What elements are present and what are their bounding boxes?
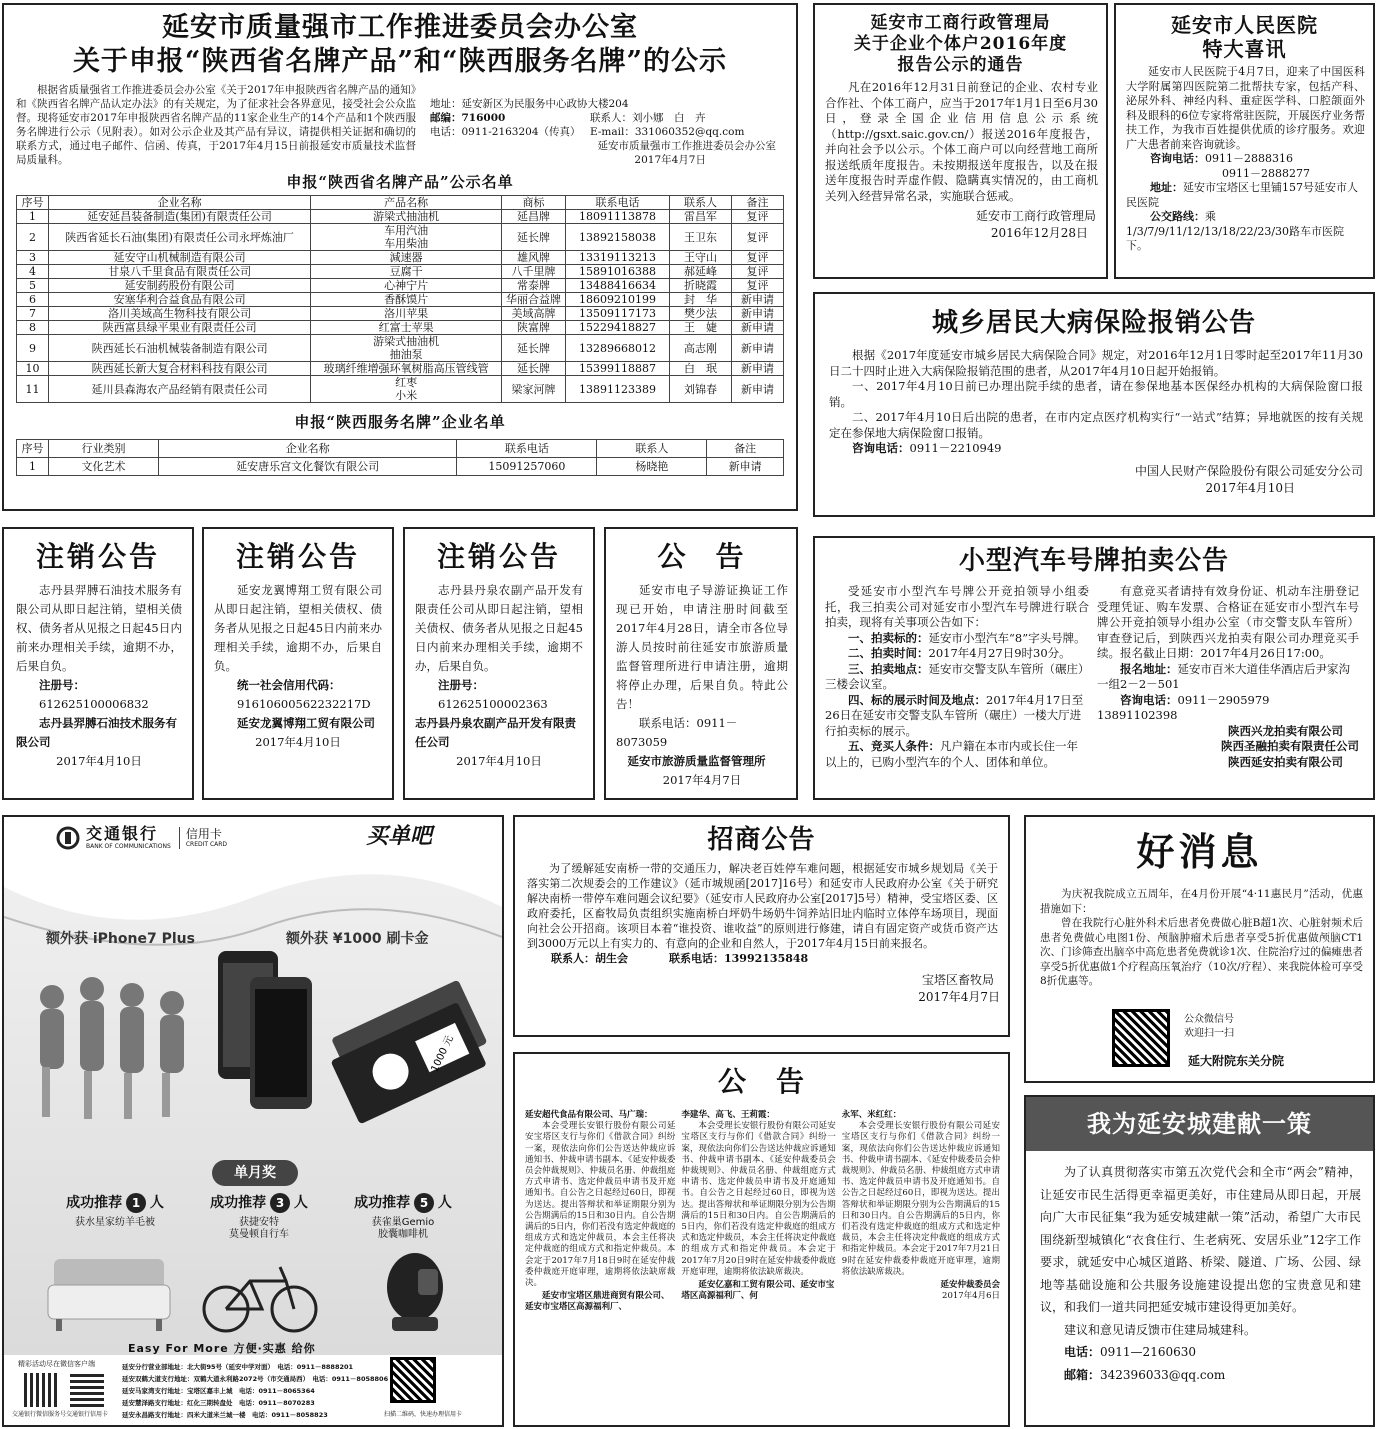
table-cell: 雷昌军 bbox=[670, 210, 732, 224]
cancel1-title: 注销公告 bbox=[35, 540, 160, 573]
table-cell: 新申请 bbox=[707, 458, 784, 476]
insurance-org: 中国人民财产保险股份有限公司延安分公司 bbox=[1134, 463, 1363, 478]
table-cell: 15091257060 bbox=[457, 458, 597, 476]
auction-reg-label: 报名地址： bbox=[1120, 661, 1178, 676]
good-news-p1: 为庆祝我院成立五周年，在4月份开展“4·11惠民月”活动，优惠措施如下： bbox=[1040, 888, 1363, 915]
insurance-title: 城乡居民大病保险报销公告 bbox=[931, 308, 1256, 338]
table-cell: 1 bbox=[17, 210, 49, 224]
auction-title: 小型汽车号牌拍卖公告 bbox=[958, 546, 1229, 576]
table-cell: 常泰牌 bbox=[502, 279, 566, 293]
hospital-phone-2: 0911－2888277 bbox=[1222, 166, 1310, 180]
tier3-label: 成功推荐 bbox=[354, 1195, 411, 1211]
hospital-body: 延安市人民医院于4月7日，迎来了中国医科大学附属第四医院第二批帮扶专家，包括产科、泌尿外科、神经内科、重症医学科、口腔颌面外科及眼科的6位专家将常驻医院，开展医疗业务帮扶工作，为我市百姓提供优质的诊疗服务。欢迎广大患者前来咨询就诊。 bbox=[1126, 65, 1365, 151]
table-cell: 王卫东 bbox=[670, 224, 732, 251]
investment-title: 招商公告 bbox=[707, 825, 816, 855]
bank-ad bbox=[2, 815, 504, 1427]
cancel1-reg-label: 注册号： bbox=[39, 678, 85, 692]
tier2-unit: 人 bbox=[293, 1195, 308, 1211]
table2-header-row bbox=[17, 440, 784, 458]
table-cell: 新申请 bbox=[732, 321, 784, 335]
arb-c2-foot: 延安亿嘉和工贸有限公司、延安市宝塔区高源福利厂、何 bbox=[681, 1280, 835, 1302]
table-cell: 8 bbox=[17, 321, 49, 335]
arbitration-notice bbox=[513, 1052, 1010, 1427]
table-cell: 复评 bbox=[732, 224, 784, 251]
tier3-prize: 获雀巢Gemio 胶囊咖啡机 bbox=[371, 1217, 435, 1241]
investment-org: 宝塔区畜牧局 bbox=[921, 973, 994, 987]
table-row bbox=[17, 362, 784, 376]
good-news-notice bbox=[1024, 815, 1375, 1083]
auction-i4-label: 四、标的展示时间及地点： bbox=[848, 692, 986, 707]
table-cell: 陕西延长新大复合材料科技有限公司 bbox=[49, 362, 311, 376]
cancel-notice-2 bbox=[202, 527, 394, 800]
table1-header-cell: 联系人 bbox=[670, 196, 732, 210]
table-cell: 延长牌 bbox=[502, 362, 566, 376]
hospital-notice bbox=[1114, 3, 1375, 279]
table-cell: 陕西富县绿平果业有限责任公司 bbox=[49, 321, 311, 335]
table-cell: 新申请 bbox=[732, 362, 784, 376]
table1-title: 申报“陕西省名牌产品”公示名单 bbox=[286, 173, 514, 191]
arb-c3-head: 永军、米红红： bbox=[841, 1110, 902, 1120]
arb-c2-head: 李建华、高飞、王莉霞： bbox=[681, 1110, 775, 1120]
cancel3-date: 2017年4月10日 bbox=[456, 754, 542, 768]
prize-cash: 额外获 ¥1000 刷卡金 bbox=[286, 931, 429, 947]
table-cell: 延安唐乐宫文化餐饮有限公司 bbox=[159, 458, 457, 476]
hospital-phone-label: 咨询电话： bbox=[1150, 152, 1205, 165]
insurance-p3: 二、2017年4月10日后出院的患者，在市内定点医疗机构实行“一站式”结算；异地就医的按有关规定在参保地大病保险窗口报销。 bbox=[829, 410, 1363, 440]
table-cell: 18609210199 bbox=[566, 293, 670, 307]
cancel-notice-3 bbox=[403, 527, 595, 800]
table-cell: 玻璃纤维增强环氧树脂高压管线管 bbox=[311, 362, 502, 376]
table-cell: 洛川美域高生物科技有限公司 bbox=[49, 307, 311, 321]
qr2-caption: 交通银行信用卡 bbox=[66, 1411, 109, 1418]
table-row bbox=[17, 376, 784, 403]
commerce-date: 2016年12月28日 bbox=[990, 226, 1088, 241]
good-news-qr-line-2: 欢迎扫一扫 bbox=[1184, 1028, 1234, 1039]
arb-date: 2017年4月6日 bbox=[942, 1291, 1000, 1302]
commerce-notice bbox=[813, 3, 1108, 279]
commerce-org: 延安市工商行政管理局 bbox=[975, 209, 1096, 223]
commerce-title-2: 关于企业个体户2016年度 bbox=[853, 34, 1068, 54]
table-cell: 2 bbox=[17, 224, 49, 251]
table-cell: 延安延昌装备制造(集团)有限责任公司 bbox=[49, 210, 311, 224]
hospital-title-2: 特大喜讯 bbox=[1202, 37, 1287, 61]
auction-org-3: 陕西延安拍卖有限公司 bbox=[1228, 754, 1343, 769]
arb-c2-body: 本会受理长安银行股份有限公司延安宝塔区支行与你们《借款合同》纠纷一案，现依法向你们公告送达仲裁应诉通知书、仲裁申请书副本、《延安仲裁委员会仲裁规则》、仲裁员名册、仲裁组庭方式申请书、选定仲裁员申请书及开庭通知书。自公告之日起经过60日，即视为送达。提出答辩状和举证期限分别为公告期满后的15日和30日内。自公告期满后的5日内，你们若没有选定仲裁庭的组成方式和选定仲裁员，本会主任将决定仲裁庭的组成方式和指定仲裁员。本会定于2017年7月20日9时在延安仲裁委仲裁庭开庭审理，逾期将依法缺席裁决。 bbox=[681, 1121, 836, 1277]
runners-image bbox=[12, 967, 222, 1127]
commerce-body: 凡在2016年12月31日前登记的企业、农村专业合作社、个体工商户，应当于2017年1月1日至6月30日，登录全国企业信用信息公示系统（http://gsxt.saic.gov.cn/）报送2016年度报告，并向社会予以公示。个体工商户可以向经营地工商所报送纸质年度报告。未按期报送年度报告，以及在报送年度报告时弄虚作假、隐瞒真实情况的，由工商机关列入经营异常名录，实施联合惩戒。 bbox=[825, 80, 1098, 203]
cancel1-org: 志丹县羿膊石油技术服务有限公司 bbox=[16, 716, 177, 749]
table-row bbox=[17, 321, 784, 335]
tier2-label: 成功推荐 bbox=[210, 1195, 267, 1211]
table-row bbox=[17, 279, 784, 293]
table-cell: 洛川苹果 bbox=[311, 307, 502, 321]
table-cell: 华丽合益牌 bbox=[502, 293, 566, 307]
table-row bbox=[17, 458, 784, 476]
table-cell: 梁家河牌 bbox=[502, 376, 566, 403]
cancel1-reg: 612625100006832 bbox=[39, 697, 149, 711]
table1-header-row bbox=[17, 196, 784, 210]
table-cell: 延川县森海农产品经销有限责任公司 bbox=[49, 376, 311, 403]
investment-date: 2017年4月7日 bbox=[918, 990, 1000, 1005]
quality-org: 延安市质量强市工作推进委员会办公室 bbox=[597, 140, 776, 152]
branch-list bbox=[122, 1361, 388, 1421]
table-cell: 心神宁片 bbox=[311, 279, 502, 293]
tier1-prize: 获水星家纺羊毛被 bbox=[75, 1217, 155, 1229]
tier1-label: 成功推荐 bbox=[66, 1195, 123, 1211]
hospital-title-1: 延安市人民医院 bbox=[1171, 13, 1318, 37]
quality-address: 地址：延安新区为民服务中心政协大楼204 bbox=[430, 98, 629, 110]
arb-c3-body: 本会受理长安银行股份有限公司延安宝塔区支行与你们《借款合同》纠纷一案，现依法向你们公告送达仲裁应诉通知书、仲裁申请书副本、《延安仲裁委员会仲裁规则》、仲裁员名册、仲裁组庭方式申请书、选定仲裁员申请书及开庭通知书。自公告之日起经过60日，即视为送达。提出答辩状和举证期限分别为公告期满后的15日和30日内。自公告期满后的5日内，你们若没有选定仲裁庭的组成方式和选定仲裁员，本会主任将决定仲裁庭的组成方式和指定仲裁员。本会定于2017年7月21日9时在延安仲裁委仲裁庭开庭审理，逾期将依法缺席裁决。 bbox=[841, 1121, 1000, 1277]
table2-header-cell: 序号 bbox=[17, 440, 49, 458]
tour-date: 2017年4月7日 bbox=[662, 773, 742, 787]
table2-header-cell: 行业类别 bbox=[49, 440, 159, 458]
table-cell: 高志刚 bbox=[670, 335, 732, 362]
table-cell: 折晓霞 bbox=[670, 279, 732, 293]
quality-date: 2017年4月7日 bbox=[634, 154, 706, 166]
table-cell: 香酥馍片 bbox=[311, 293, 502, 307]
auction-i2-label: 二、拍卖时间： bbox=[848, 646, 929, 660]
bank-brand-en: BANK OF COMMUNICATIONS bbox=[86, 843, 171, 850]
table-cell: 复评 bbox=[732, 251, 784, 265]
quality-notice bbox=[2, 3, 798, 511]
quality-title-1: 延安市质量强市工作推进委员会办公室 bbox=[162, 12, 638, 43]
table-cell: 13488416634 bbox=[566, 279, 670, 293]
insurance-phone: 0911－2210949 bbox=[909, 441, 1002, 455]
table-cell: 13509117173 bbox=[566, 307, 670, 321]
city-email-label: 邮箱： bbox=[1064, 1367, 1101, 1382]
cancel2-title: 注销公告 bbox=[235, 540, 360, 573]
tour-body: 延安市电子导游证换证工作现已开始，申请注册时间截至2017年4月28日，请全市各位导游人员按时前往延安市旅游质量监督管理所进行申请注册，逾期将停止办理，后果自负。特此公告！ bbox=[616, 583, 788, 711]
insurance-p1: 根据《2017年度延安市城乡居民大病保险合同》规定，对2016年12月1日零时起至2017年11月30日二十四时止进入大病保险报销范围的患者，从2017年4月10日起开始报销。 bbox=[829, 348, 1363, 378]
auction-phone-label: 咨询电话： bbox=[1120, 692, 1178, 707]
quality-title-2: 关于申报“陕西省名牌产品”和“陕西服务名牌”的公示 bbox=[72, 46, 728, 77]
auction-i3: 延安市交警支队车管所（碾庄）三楼会议室。 bbox=[825, 661, 1084, 691]
side-caption: 精彩活动尽在微信客户端 bbox=[18, 1360, 95, 1368]
auction-i1-label: 一、拍卖标的： bbox=[848, 630, 929, 645]
tier3-count: 5 bbox=[414, 1193, 434, 1213]
auction-org-2: 陕西圣融拍卖有限责任公司 bbox=[1221, 739, 1359, 753]
tier1-unit: 人 bbox=[149, 1195, 164, 1211]
cancel1-date: 2017年4月10日 bbox=[56, 754, 142, 768]
good-news-qr[interactable] bbox=[1112, 1009, 1170, 1067]
table-cell: 车用汽油 车用柴油 bbox=[311, 224, 502, 251]
table-cell: 复评 bbox=[732, 265, 784, 279]
table-cell: 八千里牌 bbox=[502, 265, 566, 279]
table2-header-cell: 联系电话 bbox=[457, 440, 597, 458]
insurance-p2: 一、2017年4月10日前已办理出院手续的患者，请在参保地基本医保经办机构的大病保险窗口报销。 bbox=[829, 379, 1363, 409]
table-cell: 甘泉八千里食品有限责任公司 bbox=[49, 265, 311, 279]
table-cell: 13319113213 bbox=[566, 251, 670, 265]
cancel3-reg-label: 注册号： bbox=[438, 678, 484, 692]
auction-intro: 受延安市小型汽车号牌公开竞拍领导小组委托，我三拍卖公司对延安市小型汽车号牌进行联合拍卖，现将有关事项公告如下： bbox=[825, 584, 1089, 629]
bank-slogan: 买单吧 bbox=[366, 824, 433, 849]
table-cell: 延昌牌 bbox=[502, 210, 566, 224]
table-cell: 安塞华利合益食品有限公司 bbox=[49, 293, 311, 307]
tier1-count: 1 bbox=[126, 1193, 146, 1213]
cancel3-org: 志丹县丹泉农副产品开发有限责任公司 bbox=[415, 716, 576, 749]
cancel2-reg-label: 统一社会信用代码： bbox=[237, 678, 341, 692]
hospital-addr: 延安市宝塔区七里铺157号延安市人民医院 bbox=[1126, 181, 1358, 209]
auction-i3-label: 三、拍卖地点： bbox=[848, 661, 929, 676]
hospital-addr-label: 地址： bbox=[1150, 181, 1183, 194]
investment-body: 为了缓解延安南桥一带的交通压力，解决老百姓停车难问题，根据延安市城乡规划局《关于落实第二次规委会的工作建议》（延市城规函[2017]16号）和延安市人民政府办公室《关于研究解决南桥一带停车难问题会议纪要》（延安市人民政府办公室[2017]5号）精神，受宝塔区委、区政府委托，区畜牧局负责组织实施南桥白坪奶牛场奶牛饲养站旧址内临时立体停车场项目，现面向社会公开招商。该项目本着“谁投资、谁收益”的原则进行修建，请自有固定资产或货币资产达到3000万元以上有实力的、有意向的企业和自然人，于2017年4月15日前来报名。 bbox=[527, 862, 998, 950]
table-cell: 游梁式抽油机 bbox=[311, 210, 502, 224]
table-row bbox=[17, 265, 784, 279]
table-cell: 15399118887 bbox=[566, 362, 670, 376]
auction-right: 有意竞买者请持有效身份证、机动车注册登记受理凭证、购车发票、合格证在延安市小型汽车号牌公开竞拍领导小组办公室（市交警支队车管所）审查登记后，到陕西兴龙拍卖有限公司办理竞买手续。报名截止日期：2017年4月26日17:00。 bbox=[1097, 584, 1359, 660]
arb-c1-head: 延安超代食品有限公司、马广瑞： bbox=[525, 1110, 653, 1120]
table-cell: 新申请 bbox=[732, 335, 784, 362]
table-cell: 陕西省延长石油(集团)有限责任公司永坪炼油厂 bbox=[49, 224, 311, 251]
city-email: 342396033@qq.com bbox=[1100, 1367, 1226, 1382]
coffee-machine-icon bbox=[380, 1247, 450, 1337]
bicycle-icon bbox=[200, 1257, 320, 1337]
table1-header-cell: 序号 bbox=[17, 196, 49, 210]
table-cell: 11 bbox=[17, 376, 49, 403]
auction-i5-label: 五、竞买人条件： bbox=[848, 739, 940, 753]
tour-title: 公 告 bbox=[657, 540, 745, 573]
cancel-notice-1 bbox=[2, 527, 194, 800]
tier2-count: 3 bbox=[270, 1193, 290, 1213]
auction-i1: 延安市小型汽车“8”字头号牌。 bbox=[928, 630, 1086, 645]
tier-3 bbox=[194, 1193, 324, 1241]
table-cell: 复评 bbox=[732, 210, 784, 224]
table-cell: 13891123389 bbox=[566, 376, 670, 403]
auction-notice bbox=[813, 536, 1375, 800]
table-cell: 延长牌 bbox=[502, 224, 566, 251]
good-news-p2: 曾在我院行心脏外科术后患者免费做心脏B超1次、心脏射频术后患者免费做心电图1份、颅脑肿瘤术后患者享受5折优惠做颅脑CT1次、门诊筛查出脑卒中高危患者免费就诊1次、住院治疗过的偏瘫患者享受5折优惠做1个疗程高压氧治疗（10次/疗程）、来我院体检可享受8折优惠等。 bbox=[1040, 917, 1363, 987]
commerce-title-3: 报告公示的通告 bbox=[897, 55, 1024, 75]
tier-1 bbox=[50, 1193, 180, 1229]
table-cell: 延安守山机械制造有限公司 bbox=[49, 251, 311, 265]
table-cell: 红枣 小米 bbox=[311, 376, 502, 403]
table-cell: 15891016388 bbox=[566, 265, 670, 279]
tour-org: 延安市旅游质量监督管理所 bbox=[627, 754, 766, 768]
ticket-image bbox=[324, 967, 494, 1137]
branch-2: 延安双鹤大道支行地址：双鹤大道永利路2072号（市交通局西） 电话：0911－8058806 bbox=[122, 1375, 389, 1383]
city-body: 为了认真贯彻落实市第五次党代会和全市“两会”精神，让延安市民生活得更幸福更美好，市住建局从即日起，开展向广大市民征集“我为延安城建献一策”活动，希望广大市民围绕新型城镇化“衣食住行、生老病死、安居乐业”12字工作要求，就延安中心城区道路、桥梁、隧道、广场、公园、绿地等基础设施和公共服务设施建设提出您的宝贵意见和建议，和我们一道共同把延安城市建设得更加美好。 bbox=[1040, 1165, 1361, 1314]
investment-phone: 联系电话：13992135848 bbox=[669, 952, 809, 965]
tier2-prize: 获捷安特 莫曼顿自行车 bbox=[229, 1217, 289, 1241]
cancel2-body: 延安龙翼博翔工贸有限公司从即日起注销，望相关债权、债务者从见报之日起45日内前来办理相关手续，逾期不办，后果自负。 bbox=[214, 583, 382, 673]
arb-org: 延安仲裁委员会 bbox=[940, 1280, 1000, 1291]
investment-contact: 联系人：胡生会 bbox=[551, 952, 628, 965]
table-cell: 15229418827 bbox=[566, 321, 670, 335]
auction-i4: 2017年4月17日至26日在延安市交警支队车管所（碾庄）一楼大厅进行拍卖标的展示。 bbox=[825, 692, 1084, 738]
table-row bbox=[17, 335, 784, 362]
table-cell: 陕富牌 bbox=[502, 321, 566, 335]
monthly-prize-badge: 单月奖 bbox=[212, 1160, 298, 1186]
cancel3-title: 注销公告 bbox=[436, 540, 561, 573]
auction-i5: 凡户籍在本市内或长住一年以上的，已购小型汽车的个人、团体和单位。 bbox=[825, 739, 1078, 769]
table-cell: 复评 bbox=[732, 279, 784, 293]
table-cell: 红富士苹果 bbox=[311, 321, 502, 335]
table-cell: 13892158038 bbox=[566, 224, 670, 251]
city-phone: 0911—2160630 bbox=[1100, 1345, 1196, 1359]
table-cell: 樊少法 bbox=[670, 307, 732, 321]
tier-5 bbox=[338, 1193, 468, 1241]
hospital-bus-label: 公交路线： bbox=[1150, 210, 1205, 223]
phone-image bbox=[210, 947, 320, 1147]
qr1-caption: 交通银行微信服务号 bbox=[12, 1411, 67, 1418]
hospital-bus: 乘1/3/7/9/11/12/13/18/22/23/30路车市医院下。 bbox=[1126, 210, 1345, 252]
table-cell: 雄风牌 bbox=[502, 251, 566, 265]
prize-iphone: 额外获 iPhone7 Plus bbox=[46, 931, 195, 947]
tier3-unit: 人 bbox=[437, 1195, 452, 1211]
table-cell: 王 婕 bbox=[670, 321, 732, 335]
table1-header-cell: 商标 bbox=[502, 196, 566, 210]
table-cell: 4 bbox=[17, 265, 49, 279]
table-cell: 5 bbox=[17, 279, 49, 293]
table-cell: 游梁式抽油机 抽油泵 bbox=[311, 335, 502, 362]
cancel2-org: 延安龙翼博翔工贸有限公司 bbox=[237, 716, 375, 730]
table-cell: 杨晓艳 bbox=[597, 458, 707, 476]
branch-3: 延安马家湾支行地址：宝塔区嘉丰上城 电话：0911－8065364 bbox=[122, 1387, 315, 1395]
qr-code-1[interactable] bbox=[24, 1373, 58, 1407]
city-notice bbox=[1024, 1095, 1375, 1427]
ticket-label: 1000 元 bbox=[429, 1034, 456, 1074]
hospital-phone-1: 0911－2888316 bbox=[1205, 152, 1293, 165]
table-cell: 13289668012 bbox=[566, 335, 670, 362]
table-row bbox=[17, 251, 784, 265]
table-cell: 王守山 bbox=[670, 251, 732, 265]
table-cell: 3 bbox=[17, 251, 49, 265]
auction-phone: 0911－2905979 13891102398 bbox=[1097, 692, 1281, 722]
quality-contact: 联系人：刘小娜 白 卉 bbox=[590, 112, 706, 124]
table-cell: 18091113878 bbox=[566, 210, 670, 224]
footer-slogan: Easy For More 方便·实惠 bbox=[128, 1342, 287, 1355]
branch-4: 延安慧泽路支行地址：红化三期转盘处 电话：0911－8070283 bbox=[122, 1399, 315, 1407]
good-news-hospital: 延大附院东关分院 bbox=[1188, 1054, 1285, 1068]
table-cell: 陕西延长石油机械装备制造有限公司 bbox=[49, 335, 311, 362]
bank-card: 信用卡 bbox=[185, 827, 222, 841]
bank-brand: 交通银行 bbox=[86, 824, 159, 843]
table-row bbox=[17, 307, 784, 321]
cancel2-reg: 91610600562232217D bbox=[237, 697, 371, 711]
arb-c1-foot: 延安市宝塔区鼎进商贸有限公司、延安市宝塔区高源福利厂、 bbox=[525, 1291, 670, 1313]
table2-header-cell: 联系人 bbox=[597, 440, 707, 458]
table-cell: 新申请 bbox=[732, 293, 784, 307]
quality-intro: 根据省质量强省工作推进委员会办公室《关于2017年申报陕西省名牌产品的通知》和《陕西省名牌产品认定办法》的有关规定，为了征求社会各界意见，接受社会公众监督。现将延安市2017年申报陕西省名牌产品的11家企业生产的14个产品和1个陕西服务名牌进行公示（见附表）。如对公示企业及其产品有异议，请提供相关证据和确切的联系方式，通过电子邮件、信函、传真，于2017年4月15日前报延安市质量技术监督局质量科。 bbox=[16, 84, 416, 166]
branch-5: 延安永昌路支行地址：四米大道米兰城一楼 电话：0911－8058823 bbox=[122, 1411, 328, 1419]
commerce-title-1: 延安市工商行政管理局 bbox=[870, 13, 1051, 33]
footer-slogan-2: 给你 bbox=[291, 1342, 316, 1355]
table-cell: 延长牌 bbox=[502, 335, 566, 362]
tour-notice bbox=[604, 527, 798, 800]
insurance-notice bbox=[813, 292, 1375, 517]
qr-code-3[interactable] bbox=[390, 1357, 436, 1403]
bank-card-en: CREDIT CARD bbox=[185, 841, 228, 848]
table1-header-cell: 产品名称 bbox=[311, 196, 502, 210]
table1-header-cell: 联系电话 bbox=[566, 196, 670, 210]
auction-org-1: 陕西兴龙拍卖有限公司 bbox=[1228, 723, 1343, 738]
table2-title: 申报“陕西服务名牌”企业名单 bbox=[294, 413, 506, 431]
qr-code-2[interactable] bbox=[70, 1373, 104, 1407]
table2-header-cell: 企业名称 bbox=[159, 440, 457, 458]
service-brand-table bbox=[16, 439, 784, 476]
table-row bbox=[17, 210, 784, 224]
table2-header-cell: 备注 bbox=[707, 440, 784, 458]
table-cell: 10 bbox=[17, 362, 49, 376]
bank-logo-icon bbox=[56, 826, 80, 850]
cancel1-body: 志丹县羿膊石油技术服务有限公司从即日起注销，望相关债权、债务者从见报之日起45日内前来办理相关手续，逾期不办，后果自负。 bbox=[16, 583, 182, 673]
table-cell: 刘锦春 bbox=[670, 376, 732, 403]
good-news-qr-line-1: 公众微信号 bbox=[1184, 1014, 1234, 1025]
city-title: 我为延安城建献一策 bbox=[1026, 1097, 1373, 1151]
bed-icon bbox=[44, 1249, 174, 1339]
qr3-caption: 扫描二维码，快速办理信用卡 bbox=[384, 1411, 463, 1418]
table-cell: 9 bbox=[17, 335, 49, 362]
tour-phone: 联系电话：0911－8073059 bbox=[616, 716, 738, 749]
table-cell: 1 bbox=[17, 458, 49, 476]
table-row bbox=[17, 293, 784, 307]
auction-reg: 延安市百米大道佳华酒店后尹家沟一组2－2－501 bbox=[1097, 661, 1350, 691]
cancel3-body: 志丹县丹泉农副产品开发有限责任公司从即日起注销，望相关债权、债务者从见报之日起45日内前来办理相关手续，逾期不办，后果自负。 bbox=[415, 583, 583, 673]
quality-postcode: 邮编：716000 bbox=[430, 112, 506, 124]
city-phone-label: 电话： bbox=[1064, 1345, 1101, 1359]
branch-1: 延安分行营业部地址：北大街95号（延安中学对面） 电话：0911－8888201 bbox=[122, 1363, 354, 1371]
quality-phone: 电话：0911-2163204（传真） bbox=[430, 126, 581, 138]
table-cell: 7 bbox=[17, 307, 49, 321]
table1-header-cell: 备注 bbox=[732, 196, 784, 210]
table-cell: 延安制药股份有限公司 bbox=[49, 279, 311, 293]
city-p2: 建议和意见请反馈市住建局城建科。 bbox=[1064, 1322, 1257, 1337]
table-cell: 豆腐干 bbox=[311, 265, 502, 279]
table-row bbox=[17, 224, 784, 251]
quality-email: E-mail：331060352@qq.com bbox=[590, 126, 745, 138]
table-cell: 白 珉 bbox=[670, 362, 732, 376]
table-cell: 封 华 bbox=[670, 293, 732, 307]
insurance-phone-label: 咨询电话： bbox=[852, 441, 910, 455]
table-cell: 減速器 bbox=[311, 251, 502, 265]
table-cell: 6 bbox=[17, 293, 49, 307]
arbitration-title: 公 告 bbox=[717, 1065, 805, 1098]
table-cell: 美域高牌 bbox=[502, 307, 566, 321]
cancel2-date: 2017年4月10日 bbox=[255, 735, 341, 749]
investment-notice bbox=[513, 815, 1010, 1037]
table-cell: 新申请 bbox=[732, 376, 784, 403]
brand-products-table bbox=[16, 195, 784, 403]
table-cell: 新申请 bbox=[732, 307, 784, 321]
arb-c1-body: 本会受理长安银行股份有限公司延安宝塔区支行与你们《借款合同》纠纷一案，现依法向你们公告送达仲裁应诉通知书、仲裁申请书副本、《延安仲裁委员会仲裁规则》、仲裁员名册、仲裁组庭方式申请书、选定仲裁员申请书及开庭通知书。自公告之日起经过60日，即视为送达。提出答辩状和举证期限分别为公告期满后的15日和30日内。自公告期满后的5日内，你们若没有选定仲裁庭的组成方式和选定仲裁员，本会主任将决定仲裁庭的组成方式和指定仲裁员。本会定于2017年7月18日9时在延安仲裁委仲裁庭开庭审理，逾期将依法缺席裁决。 bbox=[525, 1121, 676, 1289]
good-news-title: 好消息 bbox=[1136, 830, 1263, 874]
insurance-date: 2017年4月10日 bbox=[1205, 480, 1295, 495]
table-cell: 郝延峰 bbox=[670, 265, 732, 279]
cancel3-reg: 612625100002363 bbox=[438, 697, 548, 711]
auction-i2: 2017年4月27日9时30分。 bbox=[928, 646, 1071, 660]
table-cell: 文化艺术 bbox=[49, 458, 159, 476]
table1-header-cell: 企业名称 bbox=[49, 196, 311, 210]
